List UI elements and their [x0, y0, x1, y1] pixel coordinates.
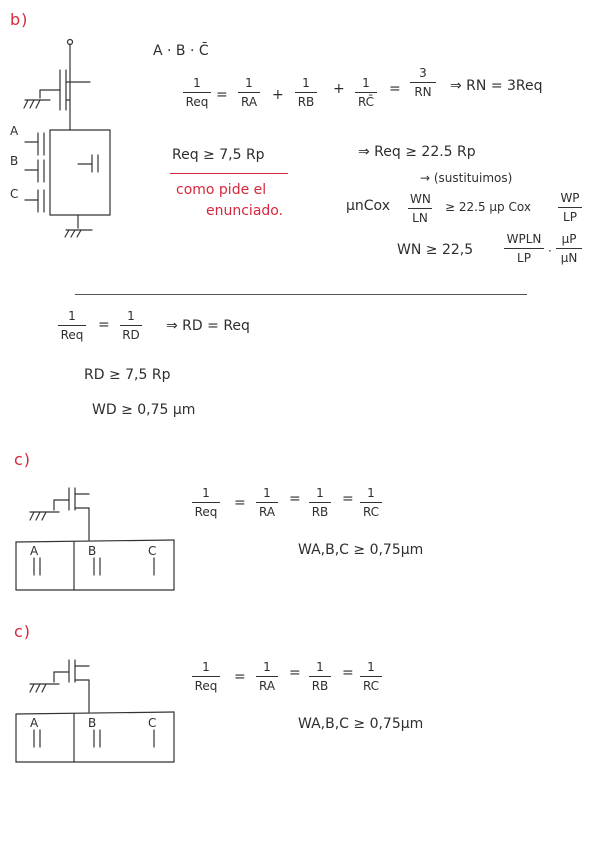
c1-f4-num: 1 [367, 486, 375, 500]
c2-f1-num: 1 [202, 660, 210, 674]
c1-fraction-req [192, 487, 220, 518]
eq1-t1-den: Req [185, 95, 209, 109]
c2-f4-den: RC [362, 679, 380, 693]
d-eq-result: ⇒ RD = Req [166, 318, 250, 334]
c1-equals-3: = [342, 491, 354, 507]
circuit-b [10, 30, 130, 260]
c2-fraction-req [192, 661, 220, 692]
c2-f3-den: RB [311, 679, 329, 693]
c2-fraction-ra [256, 661, 278, 692]
eq1-fraction-rn [410, 67, 436, 98]
d-eq-den-l: Req [60, 328, 84, 342]
mu-mid: ≥ 22.5 μp Cox [445, 200, 531, 214]
section-divider [75, 294, 527, 295]
c2-f4-num: 1 [367, 660, 375, 674]
mu-left: μnCox [346, 198, 390, 214]
mu-ln: LN [412, 211, 428, 225]
c1-f1-num: 1 [202, 486, 210, 500]
mu-wp: WP [560, 191, 580, 205]
circuit-c1 [14, 480, 184, 590]
c2-f1-den: Req [194, 679, 218, 693]
eq1-fraction-ra [238, 77, 260, 108]
c2-equals-3: = [342, 665, 354, 681]
section-c1-label: c) [14, 450, 32, 469]
circuit-c2 [14, 652, 184, 762]
eq1-fraction-rc [355, 77, 377, 108]
c1-fraction-ra [256, 487, 278, 518]
d-eq-num-l: 1 [68, 309, 76, 323]
eq1-t5-num: 3 [419, 66, 427, 80]
c2-f2-den: RA [258, 679, 276, 693]
c2-fraction-rc [360, 661, 382, 692]
eq1-equals-2: = [389, 81, 401, 97]
eq1-t4-num: 1 [362, 76, 370, 90]
mu-fraction-p [558, 192, 582, 223]
req-condition: Req ≥ 7,5 Rp [172, 147, 265, 163]
c2-width: WA,B,C ≥ 0,75μm [298, 716, 424, 732]
wn-mun: μN [560, 251, 578, 265]
circuit-b-label-a: A [10, 124, 19, 138]
circuit-c1-label-b: B [88, 544, 97, 558]
req-result: ⇒ Req ≥ 22.5 Rp [358, 144, 476, 160]
eq1-t3-den: RB [297, 95, 315, 109]
wn-wpln: WPLN [506, 232, 542, 246]
c2-fraction-rb [309, 661, 331, 692]
wn-fraction-2 [556, 233, 582, 264]
wn-fraction-1 [504, 233, 544, 264]
d-equals: = [98, 317, 110, 333]
eq1-fraction-req [183, 77, 211, 108]
eq1-t4-den: RC̄ [357, 95, 375, 109]
d-eq-den-r: RD [122, 328, 140, 342]
note-line-1: como pide el [176, 182, 267, 198]
wn-mup: μP [561, 232, 577, 246]
eq1-t1-num: 1 [193, 76, 201, 90]
c1-width: WA,B,C ≥ 0,75μm [298, 542, 424, 558]
circuit-c2-label-b: B [88, 716, 97, 730]
c1-f3-den: RB [311, 505, 329, 519]
c1-f4-den: RC [362, 505, 380, 519]
logic-expression: A · B · C̄ [153, 43, 209, 59]
section-b-label: b) [10, 10, 29, 29]
mu-fraction-n [408, 193, 432, 224]
eq1-t3-num: 1 [302, 76, 310, 90]
eq1-equals: = [216, 87, 228, 103]
circuit-c1-label-c: C [148, 544, 157, 558]
circuit-b-label-c: C [10, 187, 19, 201]
mu-lp: LP [563, 210, 577, 224]
c1-f2-den: RA [258, 505, 276, 519]
c2-equals-2: = [289, 665, 301, 681]
d-eq-num-r: 1 [127, 309, 135, 323]
eq1-plus-2: + [333, 81, 345, 97]
section-c2-label: c) [14, 622, 32, 641]
eq1-plus-1: + [272, 87, 284, 103]
circuit-b-label-b: B [10, 154, 19, 168]
c1-f1-den: Req [194, 505, 218, 519]
circuit-c2-label-c: C [148, 716, 157, 730]
note-line-2: enunciado. [206, 203, 284, 219]
eq1-t5-den: RN [414, 85, 432, 99]
d-fraction-req [58, 310, 86, 341]
eq1-t2-num: 1 [245, 76, 253, 90]
eq1-result: ⇒ RN = 3Req [450, 78, 543, 94]
c1-f2-num: 1 [263, 486, 271, 500]
c1-equals-1: = [234, 495, 246, 511]
c2-f3-num: 1 [316, 660, 324, 674]
eq1-t2-den: RA [240, 95, 258, 109]
wn-left: WN ≥ 22,5 [397, 242, 474, 258]
c1-fraction-rb [309, 487, 331, 518]
d-fraction-rd [120, 310, 142, 341]
c1-fraction-rc [360, 487, 382, 518]
red-underline [170, 173, 288, 174]
c1-equals-2: = [289, 491, 301, 507]
wn-dot: · [548, 244, 552, 258]
c2-equals-1: = [234, 669, 246, 685]
wd-condition: WD ≥ 0,75 μm [92, 402, 196, 418]
c1-f3-num: 1 [316, 486, 324, 500]
circuit-c2-label-a: A [30, 716, 39, 730]
c2-f2-num: 1 [263, 660, 271, 674]
sustituimos-note: → (sustituimos) [420, 171, 513, 185]
mu-wn: WN [410, 192, 431, 206]
wn-lp: LP [517, 251, 531, 265]
rd-condition: RD ≥ 7,5 Rp [84, 367, 171, 383]
eq1-fraction-rb [295, 77, 317, 108]
circuit-c1-label-a: A [30, 544, 39, 558]
